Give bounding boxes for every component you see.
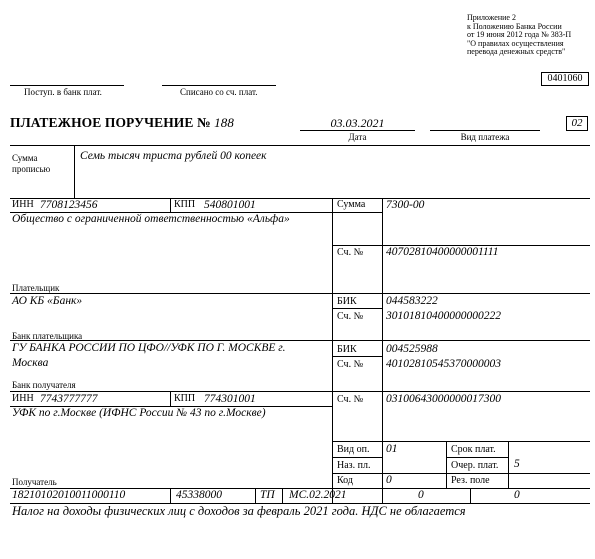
payer-label: Плательщик [12, 283, 60, 293]
col-line-label [332, 198, 333, 503]
payee-kpp: 774301001 [204, 393, 256, 405]
appendix-line: "О правилах осуществления [467, 38, 564, 48]
payee-bank-bik: 004525988 [386, 343, 438, 355]
payee-bank-account: 40102810545370000003 [386, 358, 501, 370]
payer-bank-bik-label: БИК [337, 296, 357, 307]
appendix-line: перевода денежных средств" [467, 47, 566, 56]
payee-inn-label: ИНН [12, 393, 34, 404]
tax-period: МС.02.2021 [289, 489, 347, 501]
appendix-line: Приложение 2 [467, 13, 516, 22]
col-line-tax-3 [282, 488, 283, 503]
payer-account: 40702810400000001111 [386, 246, 499, 258]
amount-words-divider [74, 145, 75, 198]
payment-number: 188 [214, 115, 234, 130]
srok-label: Срок плат. [451, 444, 496, 455]
payee-label: Получатель [12, 477, 57, 487]
row-line-payee-bank [10, 340, 590, 341]
payer-bank-label: Банк плательщика [12, 331, 83, 341]
amount-words-top-line [10, 145, 590, 146]
ocher-value: 5 [514, 458, 520, 470]
date-label: Дата [348, 132, 367, 142]
debited-label: Списано со сч. плат. [180, 87, 258, 97]
tax-doc-number: 0 [418, 489, 424, 501]
col-line-tax-5 [470, 488, 471, 503]
payment-purpose: Налог на доходы физических лиц с доходов за февраль 2021 года. НДС не облагается [12, 504, 466, 518]
row-line-amount-cell [332, 212, 382, 213]
tax-oktmo: 45338000 [176, 489, 222, 501]
row-line-operation [332, 441, 590, 442]
received-label: Поступ. в банк плат. [24, 87, 102, 97]
payer-name: Общество с ограниченной ответственностью «Альфа» [12, 213, 290, 225]
payer-bank-bik: 044583222 [386, 295, 438, 307]
kod-label: Код [337, 475, 353, 486]
row-line-payer-bank [10, 293, 332, 294]
row-line-op-1 [332, 457, 382, 458]
payment-type-label: Вид платежа [460, 132, 510, 142]
amount-value: 7300-00 [386, 199, 425, 211]
page-title [10, 115, 234, 131]
payer-bank-name: АО КБ «Банк» [12, 295, 83, 307]
payee-bank-name-1: ГУ БАНКА РОССИИ ПО ЦФО//УФК ПО Г. МОСКВЕ г. [12, 342, 286, 354]
row-line-bik-cell [332, 308, 382, 309]
title-text: ПЛАТЕЖНОЕ ПОРУЧЕНИЕ № [10, 115, 211, 130]
payee-bank-account-label: Сч. № [337, 359, 364, 370]
date-line [300, 130, 415, 131]
rez-label: Рез. поле [451, 475, 490, 486]
tax-kbk: 18210102010011000110 [12, 489, 126, 501]
col-line-tax-1 [170, 488, 171, 503]
payer-bank-account-label: Сч. № [337, 311, 364, 322]
received-line [10, 85, 124, 86]
payer-inn: 7708123456 [40, 199, 98, 211]
payee-bank-bik-label: БИК [337, 344, 357, 355]
col-line-kpp-payee [170, 391, 171, 406]
payee-kpp-label: КПП [174, 393, 196, 404]
naz-pl-label: Наз. пл. [337, 460, 371, 471]
status-box: 02 [566, 116, 588, 131]
appendix-line: к Положению Банка России [467, 21, 562, 31]
row-line-payee-bik-cell [332, 356, 382, 357]
vid-op-value: 01 [386, 443, 398, 455]
payee-account: 03100643000000017300 [386, 393, 501, 405]
payee-bank-label: Банк получателя [12, 380, 76, 390]
payee-inn: 7743777777 [40, 393, 98, 405]
payer-bank-account: 30101810400000000222 [386, 310, 501, 322]
row-line-bik [332, 293, 590, 294]
ocher-label: Очер. плат. [451, 460, 499, 471]
form-code: 0401060 [541, 72, 589, 86]
amount-words-label-2: прописью [12, 164, 51, 174]
payment-type-line [430, 130, 540, 131]
col-line-tax-4 [382, 488, 383, 503]
row-line-op-2 [446, 457, 508, 458]
row-line-payee-inn [10, 391, 332, 392]
kod-value: 0 [386, 474, 392, 486]
payer-inn-label: ИНН [12, 199, 34, 210]
payer-account-label: Сч. № [337, 247, 364, 258]
appendix-note [467, 14, 595, 57]
payee-name: УФК по г.Москве (ИФНС России № 43 по г.Москве) [12, 407, 266, 419]
payment-date: 03.03.2021 [330, 116, 385, 130]
col-line-op-right [508, 441, 509, 488]
amount-label: Сумма [337, 199, 366, 210]
col-line-tax-2 [255, 488, 256, 503]
col-line-value [382, 198, 383, 503]
tax-doc-date: 0 [514, 489, 520, 501]
amount-words-label-1: Сумма [12, 153, 38, 163]
vid-op-label: Вид оп. [337, 444, 370, 455]
tax-basis: ТП [260, 489, 275, 501]
appendix-line: от 19 июня 2012 года № 383-П [467, 30, 572, 39]
row-line-op-3 [332, 473, 590, 474]
col-line-op-mid [446, 441, 447, 488]
col-line-kpp-payer [170, 198, 171, 212]
payee-account-label: Сч. № [337, 394, 364, 405]
row-line-payee-account [332, 391, 590, 392]
payer-kpp-label: КПП [174, 199, 196, 210]
payer-kpp: 540801001 [204, 199, 256, 211]
payee-bank-name-2: Москва [12, 357, 49, 369]
debited-line [162, 85, 276, 86]
amount-words-value: Семь тысяч триста рублей 00 копеек [80, 150, 267, 162]
